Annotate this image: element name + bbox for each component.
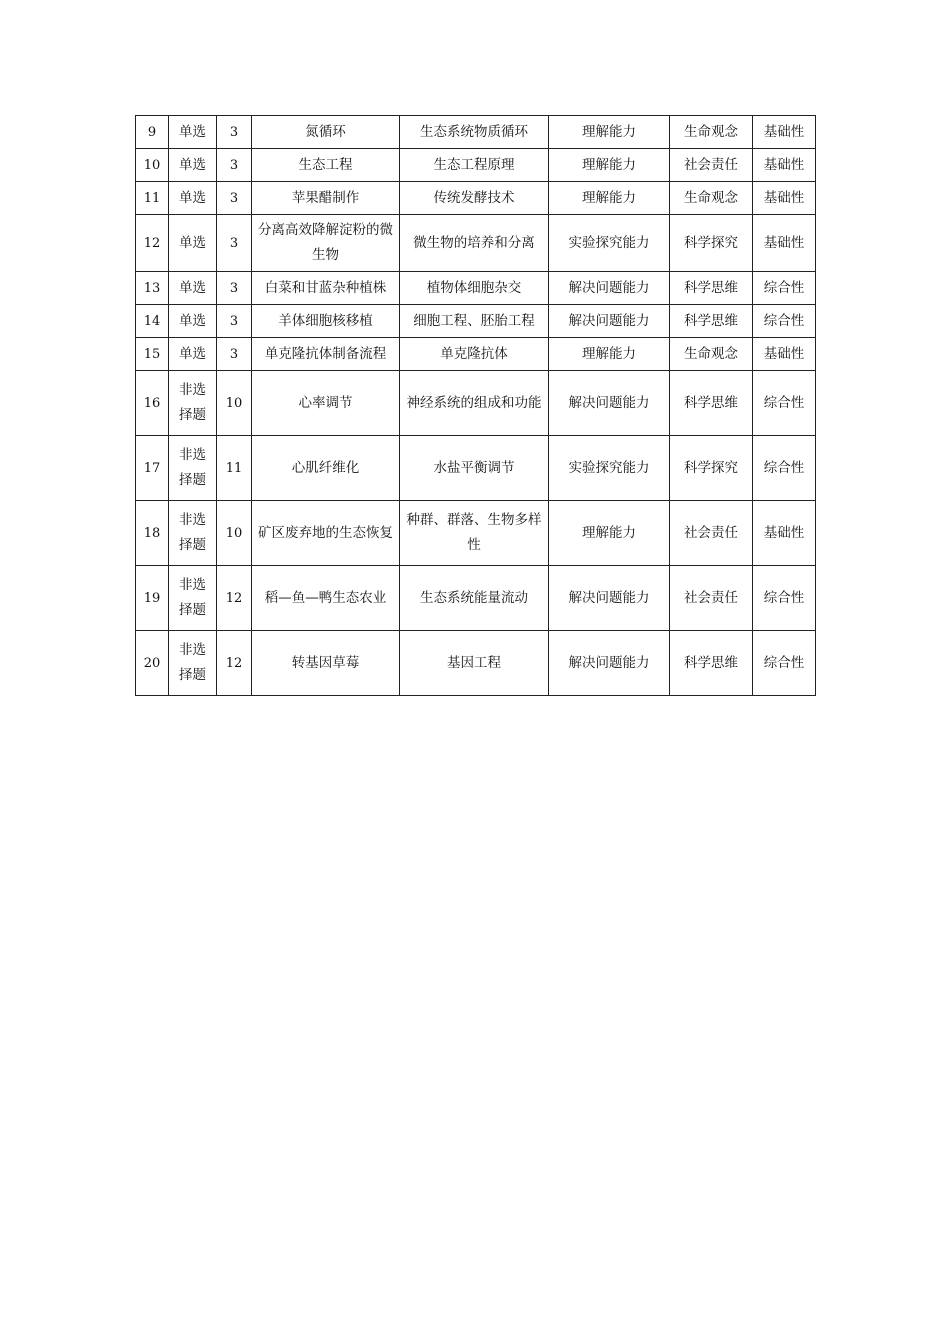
knowledge-point: 单克隆抗体 bbox=[400, 338, 549, 371]
question-context: 稻—鱼—鸭生态农业 bbox=[252, 566, 400, 631]
ability-requirement: 理解能力 bbox=[549, 338, 670, 371]
question-context: 矿区废弃地的生态恢复 bbox=[252, 501, 400, 566]
question-number: 16 bbox=[136, 371, 169, 436]
question-context: 苹果醋制作 bbox=[252, 182, 400, 215]
ability-requirement: 理解能力 bbox=[549, 116, 670, 149]
question-context: 转基因草莓 bbox=[252, 631, 400, 696]
difficulty-level: 综合性 bbox=[753, 436, 816, 501]
core-literacy: 社会责任 bbox=[670, 501, 753, 566]
question-score: 3 bbox=[217, 149, 252, 182]
ability-requirement: 解决问题能力 bbox=[549, 305, 670, 338]
ability-requirement: 解决问题能力 bbox=[549, 631, 670, 696]
question-context: 单克隆抗体制备流程 bbox=[252, 338, 400, 371]
question-number: 11 bbox=[136, 182, 169, 215]
question-score: 10 bbox=[217, 371, 252, 436]
question-context: 分离高效降解淀粉的微生物 bbox=[252, 215, 400, 272]
table-row bbox=[136, 215, 816, 272]
core-literacy: 生命观念 bbox=[670, 338, 753, 371]
knowledge-point: 基因工程 bbox=[400, 631, 549, 696]
difficulty-level: 综合性 bbox=[753, 272, 816, 305]
difficulty-level: 基础性 bbox=[753, 215, 816, 272]
question-number: 19 bbox=[136, 566, 169, 631]
knowledge-point: 微生物的培养和分离 bbox=[400, 215, 549, 272]
table-row bbox=[136, 149, 816, 182]
question-number: 12 bbox=[136, 215, 169, 272]
question-score: 10 bbox=[217, 501, 252, 566]
table-row bbox=[136, 371, 816, 436]
difficulty-level: 基础性 bbox=[753, 338, 816, 371]
core-literacy: 社会责任 bbox=[670, 149, 753, 182]
question-context: 羊体细胞核移植 bbox=[252, 305, 400, 338]
table-row bbox=[136, 338, 816, 371]
table-row bbox=[136, 436, 816, 501]
question-number: 17 bbox=[136, 436, 169, 501]
ability-requirement: 解决问题能力 bbox=[549, 371, 670, 436]
table-row bbox=[136, 272, 816, 305]
question-number: 10 bbox=[136, 149, 169, 182]
question-score: 3 bbox=[217, 338, 252, 371]
core-literacy: 科学思维 bbox=[670, 371, 753, 436]
table-row bbox=[136, 566, 816, 631]
difficulty-level: 综合性 bbox=[753, 371, 816, 436]
question-type: 单选 bbox=[169, 149, 217, 182]
core-literacy: 科学思维 bbox=[670, 272, 753, 305]
question-score: 3 bbox=[217, 305, 252, 338]
question-context: 心肌纤维化 bbox=[252, 436, 400, 501]
ability-requirement: 理解能力 bbox=[549, 501, 670, 566]
knowledge-point: 植物体细胞杂交 bbox=[400, 272, 549, 305]
question-number: 15 bbox=[136, 338, 169, 371]
knowledge-point: 神经系统的组成和功能 bbox=[400, 371, 549, 436]
ability-requirement: 理解能力 bbox=[549, 182, 670, 215]
ability-requirement: 实验探究能力 bbox=[549, 215, 670, 272]
core-literacy: 生命观念 bbox=[670, 182, 753, 215]
knowledge-point: 生态系统能量流动 bbox=[400, 566, 549, 631]
question-context: 生态工程 bbox=[252, 149, 400, 182]
core-literacy: 生命观念 bbox=[670, 116, 753, 149]
table-row bbox=[136, 501, 816, 566]
ability-requirement: 实验探究能力 bbox=[549, 436, 670, 501]
question-type: 非选择题 bbox=[169, 501, 217, 566]
table-row bbox=[136, 182, 816, 215]
ability-requirement: 理解能力 bbox=[549, 149, 670, 182]
difficulty-level: 基础性 bbox=[753, 149, 816, 182]
question-type: 非选择题 bbox=[169, 371, 217, 436]
knowledge-point: 生态系统物质循环 bbox=[400, 116, 549, 149]
question-type: 非选择题 bbox=[169, 631, 217, 696]
difficulty-level: 综合性 bbox=[753, 305, 816, 338]
knowledge-point: 生态工程原理 bbox=[400, 149, 549, 182]
question-number: 9 bbox=[136, 116, 169, 149]
question-type: 单选 bbox=[169, 338, 217, 371]
ability-requirement: 解决问题能力 bbox=[549, 566, 670, 631]
core-literacy: 科学思维 bbox=[670, 305, 753, 338]
question-type: 单选 bbox=[169, 215, 217, 272]
core-literacy: 科学探究 bbox=[670, 436, 753, 501]
question-score: 3 bbox=[217, 272, 252, 305]
question-context: 氮循环 bbox=[252, 116, 400, 149]
question-number: 18 bbox=[136, 501, 169, 566]
question-score: 3 bbox=[217, 116, 252, 149]
table-row bbox=[136, 116, 816, 149]
question-type: 单选 bbox=[169, 182, 217, 215]
difficulty-level: 基础性 bbox=[753, 501, 816, 566]
knowledge-point: 传统发酵技术 bbox=[400, 182, 549, 215]
question-type: 非选择题 bbox=[169, 436, 217, 501]
question-context: 白菜和甘蓝杂种植株 bbox=[252, 272, 400, 305]
question-type: 单选 bbox=[169, 272, 217, 305]
core-literacy: 社会责任 bbox=[670, 566, 753, 631]
question-score: 11 bbox=[217, 436, 252, 501]
question-score: 3 bbox=[217, 215, 252, 272]
question-number: 14 bbox=[136, 305, 169, 338]
question-analysis-table bbox=[135, 115, 816, 696]
question-score: 12 bbox=[217, 566, 252, 631]
question-type: 非选择题 bbox=[169, 566, 217, 631]
knowledge-point: 水盐平衡调节 bbox=[400, 436, 549, 501]
question-number: 20 bbox=[136, 631, 169, 696]
core-literacy: 科学探究 bbox=[670, 215, 753, 272]
core-literacy: 科学思维 bbox=[670, 631, 753, 696]
table-row bbox=[136, 631, 816, 696]
question-type: 单选 bbox=[169, 116, 217, 149]
question-score: 3 bbox=[217, 182, 252, 215]
knowledge-point: 种群、群落、生物多样性 bbox=[400, 501, 549, 566]
difficulty-level: 综合性 bbox=[753, 566, 816, 631]
question-score: 12 bbox=[217, 631, 252, 696]
difficulty-level: 基础性 bbox=[753, 182, 816, 215]
difficulty-level: 基础性 bbox=[753, 116, 816, 149]
difficulty-level: 综合性 bbox=[753, 631, 816, 696]
knowledge-point: 细胞工程、胚胎工程 bbox=[400, 305, 549, 338]
table-row bbox=[136, 305, 816, 338]
question-context: 心率调节 bbox=[252, 371, 400, 436]
ability-requirement: 解决问题能力 bbox=[549, 272, 670, 305]
question-type: 单选 bbox=[169, 305, 217, 338]
question-number: 13 bbox=[136, 272, 169, 305]
